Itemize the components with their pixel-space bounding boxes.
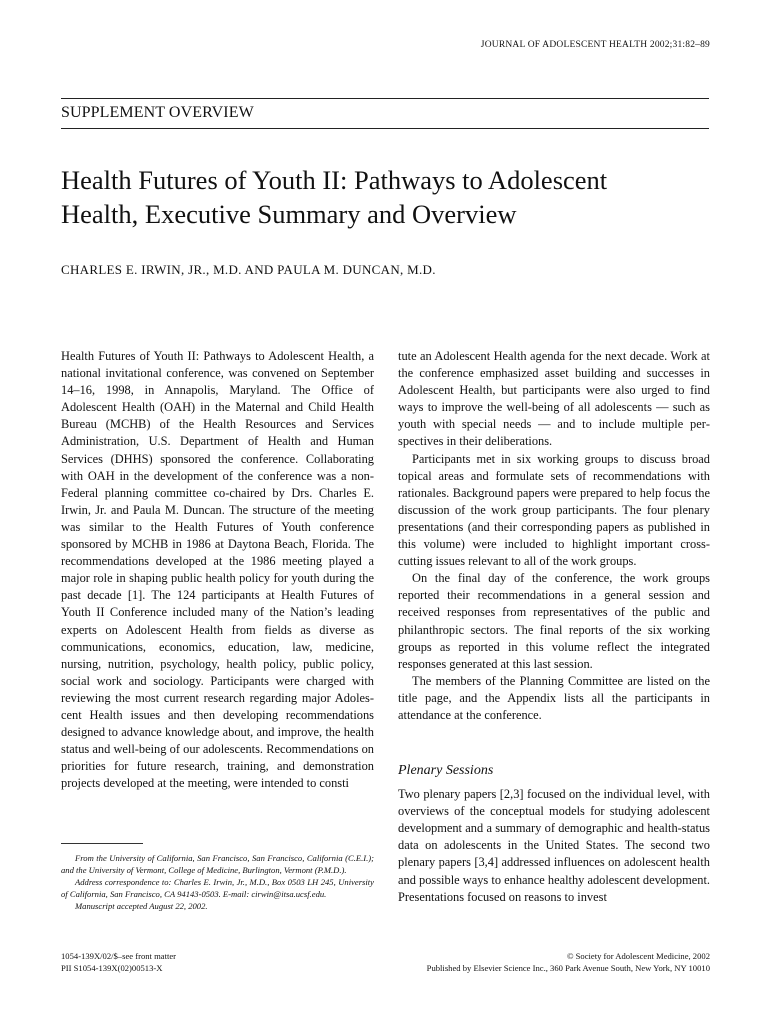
section-label: SUPPLEMENT OVERVIEW <box>61 104 254 121</box>
body-paragraph: Health Futures of Youth II: Pathways to Adolescent Health, a national invitational conference, was convened on September 14–16, 1998, in Annapolis, Maryland. The Office of Adolescent Health (OAH) in the Maternal and Child Health Bureau (MCHB) of the Health Resources and Services Administration, U.S. Department of Health and Human Services (DHHS) sponsored the conference. Collaborating with OAH in the development of the conference was a non-Federal planning committee co-chaired by Drs. Charles E. Irwin, Jr. and Paula M. Duncan. The structure of the meeting was similar to the Health Futures of Youth conference sponsored by MCHB in 1986 at Daytona Beach, Florida. The recommendations developed at the 1986 meeting played a major role in shaping public health policy for youth during the past decade [1]. The 124 participants at Health Futures of Youth II Conference included many of the Nation’s leading experts on Adolescent Health from fields as diverse as communications, economics, education, law, medicine, nursing, nutrition, psychology, health policy, public policy, social work and sociology. Participants were charged with reviewing the most current research regarding major Adolescent Health issues and then developing recommendations designed to advance knowledge about, and improve, the health status and well-being of our adolescents. Recommendations on priorities for future research, training, and demonstration projects developed at the meeting, were intended to consti <box>61 349 374 791</box>
authors: CHARLES E. IRWIN, JR., M.D. AND PAULA M. DUNCAN, M.D. <box>61 262 436 277</box>
footer-publisher: Published by Elsevier Science Inc., 360 Park Avenue South, New York, NY 10010 <box>426 963 710 973</box>
footnote-correspondence: Address correspondence to: Charles E. Irwin, Jr., M.D., Box 0503 LH 245, University of California, San Francisco, CA 94143-0503. E-mail: cirwin@itsa.ucsf.edu. <box>61 876 374 899</box>
footnote-affiliation: From the University of California, San Francisco, San Francisco, California (C.E.I.); and the University of Vermont, College of Medicine, Burlington, Vermont (P.M.D.). <box>61 853 374 875</box>
body-paragraph: The members of the Planning Committee are listed on the title page, and the Appendix lists all the participants in attendance at the conference. <box>398 673 710 722</box>
footer-pii: PII S1054-139X(02)00513-X <box>61 963 163 973</box>
body-paragraph: tute an Adolescent Health agenda for the next decade. Work at the conference emphasized asset building and successes in Adolescent Health, but participants were also urged to find ways to improve the well-being of all adolescents — such as youth with special needs — and to include multiple perspectives in their deliberations. <box>398 349 710 449</box>
section-rule-bottom <box>61 128 709 129</box>
title-line-1: Health Futures of Youth II: Pathways to Adolescent <box>61 165 608 195</box>
running-head: JOURNAL OF ADOLESCENT HEALTH 2002;31:82–89 <box>480 40 710 50</box>
footer-copyright: © Society for Adolescent Medicine, 2002 <box>566 951 710 961</box>
section-rule-top <box>61 98 709 99</box>
body-paragraph: On the final day of the conference, the work groups reported their recommendations in a general session and received responses from representatives of the public and philanthropic sectors. The final reports of the six working groups as reported in this volume reflect the integrated responses generated at this last session. <box>398 571 710 671</box>
subheading-plenary-sessions: Plenary Sessions <box>398 763 494 779</box>
footer-issn: 1054-139X/02/$–see front matter <box>61 951 177 961</box>
footer-left <box>61 950 176 974</box>
title-line-2: Health, Executive Summary and Overview <box>61 199 517 229</box>
footnote-accepted: Manuscript accepted August 22, 2002. <box>75 900 208 911</box>
left-column <box>61 348 374 792</box>
body-paragraph: Two plenary papers [2,3] focused on the individual level, with overviews of the conceptual models for studying adolescent development and a summary of demographic and health-status data on adolescents in the United States. The second two plenary papers [3,4] addressed influences on adolescent health and possible ways to enhance healthy adolescent development. Presentations focused on reasons to invest <box>398 787 710 904</box>
article-title <box>61 163 721 231</box>
body-paragraph: Participants met in six working groups to discuss broad topical areas and formulate sets of recommendations with rationales. Background papers were prepared to help focus the discussion of the work group participants. The four plenary presentations (and their corresponding papers as published in this volume) were included to highlight important cross-cutting issues relevant to all of the work groups. <box>398 451 710 569</box>
footer-right <box>427 950 710 974</box>
right-column <box>398 348 710 906</box>
footnotes <box>61 853 374 913</box>
footnote-rule <box>61 843 143 844</box>
